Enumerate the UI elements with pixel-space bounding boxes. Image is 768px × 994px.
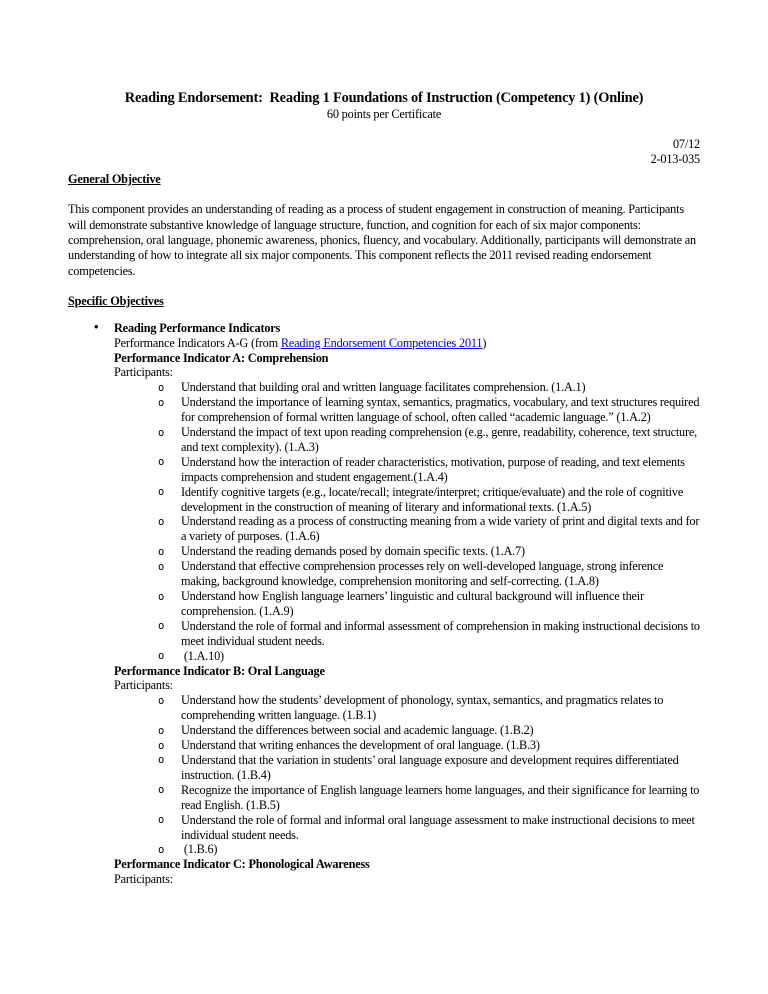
objective-item-1a4: o Understand how the interaction of reader characteristics, motivation, purpose of reading, and text elements impacts comprehension and student engagement.(1.A.4) (68, 455, 700, 485)
page-title: Reading Endorsement: Reading 1 Foundations of Instruction (Competency 1) (Online) (124, 90, 644, 106)
revision-block (68, 137, 700, 167)
objective-item-1b2: o Understand the differences between social and academic language. (1.B.2) (68, 723, 700, 738)
objective-item-1b3: o Understand that writing enhances the development of oral language. (1.B.3) (68, 738, 700, 753)
general-objective-heading: General Objective (68, 172, 161, 187)
performance-indicator-b-heading: Performance Indicator B: Oral Language (114, 663, 325, 678)
specific-objectives-heading: Specific Objectives (68, 293, 164, 308)
objective-item-1a7: o Understand the reading demands posed by domain specific texts. (1.A.7) (68, 544, 700, 559)
component-number: 2-013-035 (650, 152, 700, 167)
indicators-source-prefix: Performance Indicators A-G (from (114, 335, 281, 350)
performance-indicator-a-heading: Performance Indicator A: Comprehension (114, 350, 329, 365)
objective-item-1b6-code: o (1.B.6) (68, 842, 700, 857)
page-subtitle: 60 points per Certificate (326, 107, 442, 121)
objective-item-1a8: o Understand that effective comprehension processes rely on well-developed language, strong inference making, background knowledge, comprehension monitoring and self-correcting. (1.A.8) (68, 559, 700, 589)
performance-indicator-c-heading: Performance Indicator C: Phonological Awareness (114, 857, 370, 872)
objective-item-1a6: o Understand reading as a process of constructing meaning from a wide variety of print and digital texts and for a variety of purposes. (1.A.6) (68, 514, 700, 544)
objective-item-1b1: o Understand how the students’ development of phonology, syntax, semantics, and pragmatics relates to comprehending written language. (1.B.1) (68, 693, 700, 723)
objective-item-1a2: o Understand the importance of learning syntax, semantics, pragmatics, vocabulary, and text structures required for comprehension of formal written language of school, often called “academic language.” (1.A.2) (68, 395, 700, 425)
reading-endorsement-competencies-2011-link[interactable]: Reading Endorsement Competencies 2011 (280, 335, 483, 350)
revision-date: 07/12 (672, 137, 700, 151)
objective-item-1a5: o Identify cognitive targets (e.g., locate/recall; integrate/interpret; critique/evaluate) and the role of cognitive development in the construction of meaning of literary and informational texts. (1.A.5) (68, 485, 700, 515)
objective-item-1a9: o Understand how English language learners’ linguistic and cultural background will influence their comprehension. (1.A.9) (68, 589, 700, 619)
specific-objectives-list (68, 320, 703, 887)
objective-item-1b6: o Understand the role of formal and informal oral language assessment to make instructional decisions to meet individual student needs. (68, 813, 700, 843)
objective-item-1b5: o Recognize the importance of English language learners home languages, and their significance for learning to read English. (1.B.5) (68, 783, 700, 813)
general-objective-body: This component provides an understanding of reading as a process of student engagement in construction of meaning. Participants will demonstrate substantive knowledge of language structure, function, and cognition for each of six major components: comprehension, oral language, phonemic awareness, phonics, fluency, and vocabulary. Additionally, participants will demonstrate an understanding of how to integrate all six major components. This component reflects the 2011 revised reading endorsement competencies. (68, 202, 696, 278)
objective-item-1a10: o Understand the role of formal and informal assessment of comprehension in making instructional decisions to meet individual student needs. (68, 619, 700, 649)
objective-item-1a3: o Understand the impact of text upon reading comprehension (e.g., genre, readability, coherence, text structure, and text complexity). (1.A.3) (68, 425, 700, 455)
objective-item-1a1: o Understand that building oral and written language facilitates comprehension. (1.A.1) (68, 380, 700, 395)
participants-label-a: Participants: (114, 365, 173, 380)
participants-label-b: Participants: (114, 678, 173, 693)
indicators-source-suffix: ) (482, 335, 487, 350)
indicators-source-line (68, 336, 700, 351)
objective-item-1a10-code: o (1.A.10) (68, 649, 700, 664)
reading-performance-indicators-title: • Reading Performance Indicators (68, 321, 700, 336)
participants-label-c: Participants: (114, 872, 173, 887)
objective-item-1b4: o Understand that the variation in students’ oral language exposure and development requires differentiated instruction. (1.B.4) (68, 753, 700, 783)
